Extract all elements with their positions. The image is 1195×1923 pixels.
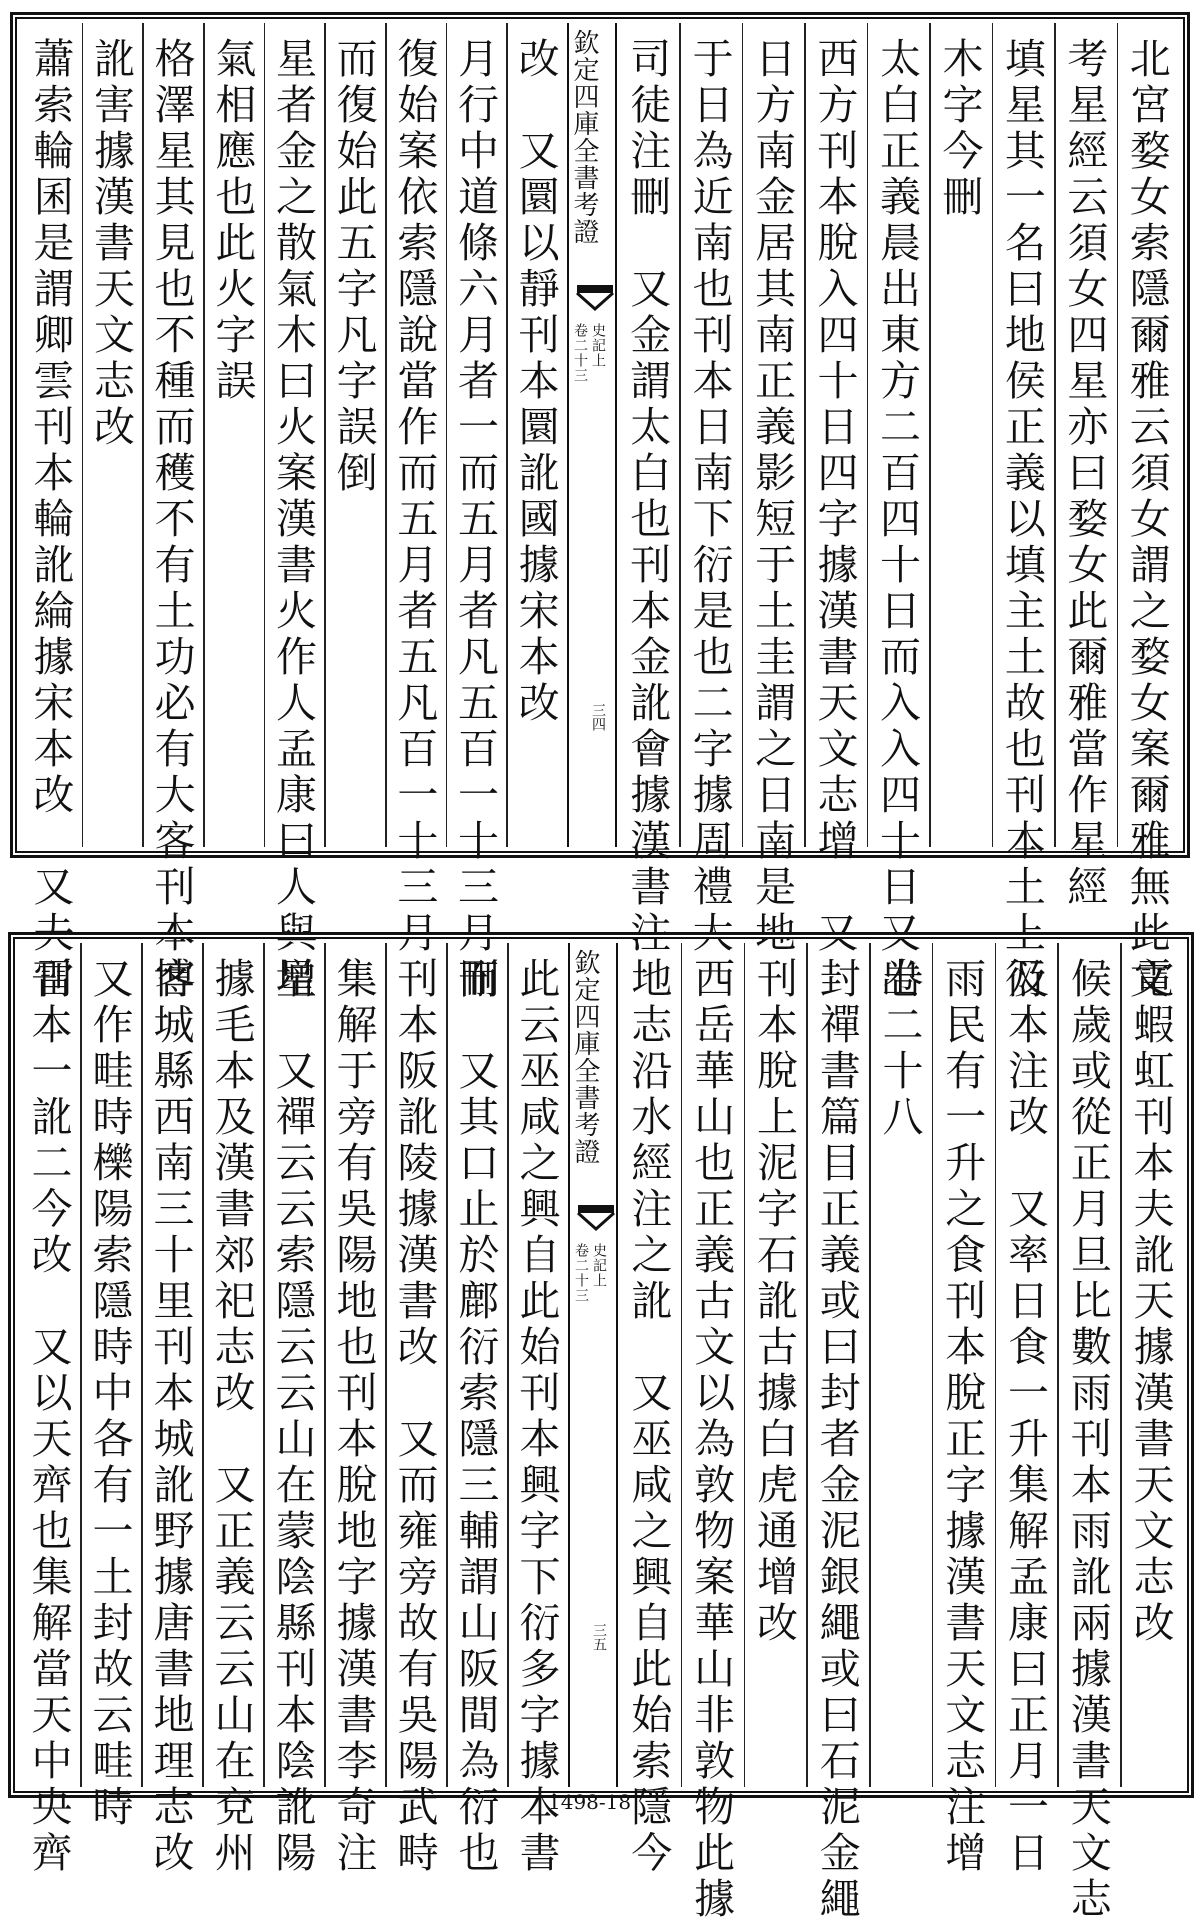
column-rule bbox=[932, 943, 934, 1787]
column-rule bbox=[385, 23, 387, 847]
column-rule bbox=[506, 23, 508, 847]
bottom-left-column: 據毛本及漢書郊祀志改 又正義云云山在兗州 bbox=[207, 957, 256, 1877]
column-rule bbox=[1120, 943, 1122, 1787]
top-right-column: 木字今刪 bbox=[935, 37, 984, 221]
column-rule bbox=[142, 23, 144, 847]
column-rule bbox=[1117, 23, 1119, 847]
column-rule bbox=[992, 23, 994, 847]
bottom-right-column: 候歲或從正月旦比數雨刊本雨訛兩據漢書天文志 bbox=[1063, 957, 1112, 1923]
top-right-column: 填星其一名曰地侯正義以填主土故也刊本土上衍 bbox=[997, 37, 1046, 1003]
column-rule bbox=[82, 23, 84, 847]
bottom-left-column: 又作畦時櫟陽索隱時中各有一土封故云畦時 bbox=[85, 957, 134, 1831]
column-rule bbox=[80, 943, 82, 1787]
bottom-center-banner bbox=[568, 943, 618, 1787]
bottom-right-column: 卷二十八 bbox=[875, 957, 924, 1141]
top-left-column: 復始案依索隱說當作而五月者五凡百一十三月 bbox=[390, 37, 439, 957]
column-rule bbox=[507, 943, 509, 1787]
column-rule bbox=[744, 943, 746, 1787]
bottom-right-column: 地志沿水經注之訛 又巫咸之興自此始索隱今 bbox=[624, 957, 673, 1877]
top-left-column: 訛害據漢書天文志改 bbox=[87, 37, 135, 451]
column-rule bbox=[869, 943, 871, 1787]
column-rule bbox=[202, 943, 204, 1787]
top-page-columns bbox=[21, 23, 1179, 1003]
top-right-column: 日方南金居其南正義影短于土圭謂之日南是地 bbox=[748, 37, 797, 957]
top-left-column: 星者金之散氣木曰火案漢書火作人孟康曰人與星 bbox=[269, 37, 317, 1003]
banner-page-number: 三四 bbox=[590, 703, 606, 731]
bottom-right-column: 西岳華山也正義古文以為敦物案華山非敦物此據 bbox=[687, 957, 736, 1923]
top-center-banner bbox=[567, 23, 617, 847]
bottom-right-column: 封禪書篇目正義或曰封者金泥銀繩或曰石泥金繩 bbox=[812, 957, 861, 1923]
top-right-column: 司徒注刪 又金謂太白也刊本金訛會據漢書注 bbox=[623, 37, 672, 957]
top-left-column: 月行中道條六月者一而五月者凡五百一十三月而 bbox=[451, 37, 499, 1003]
banner-volume: 卷二十三 bbox=[573, 1243, 589, 1303]
bottom-left-column: 博城縣西南三十里刊本城訛野據唐書地理志改 bbox=[146, 957, 195, 1877]
banner-page-number: 三五 bbox=[591, 1623, 607, 1651]
bottom-left-column: 刪 又其口止於鄜衍索隱三輔謂山阪間為衍也 bbox=[451, 957, 500, 1877]
column-rule bbox=[324, 943, 326, 1787]
bottom-left-column: 刊本阪訛陵據漢書改 又而雍旁故有吳陽武畤 bbox=[390, 957, 439, 1877]
top-left-column: 蕭索輪囷是謂卿雲刊本輪訛綸據宋本改 又夫雷 bbox=[26, 37, 75, 1003]
banner-title: 欽定四庫全書考證 bbox=[569, 29, 599, 245]
bottom-left-column: 刊本一訛二今改 又以天齊也集解當天中央齊 bbox=[24, 957, 73, 1877]
bottom-right-column: 及本注改 又率日食一升集解孟康曰正月一日 bbox=[1001, 957, 1050, 1877]
top-left-column: 氣相應也此火字誤 bbox=[208, 37, 257, 405]
bottom-right-column: 雨民有一升之食刊本脫正字據漢書天文志注增 bbox=[938, 957, 987, 1877]
bottom-right-column: 刊本脫上泥字石訛古據白虎通增改 bbox=[749, 957, 798, 1647]
top-right-column: 北宮婺女索隱爾雅云須女謂之婺女案爾雅無此文 bbox=[1122, 37, 1171, 1003]
banner-section: 史記上 bbox=[590, 323, 606, 368]
banner-title: 欽定四庫全書考證 bbox=[570, 949, 600, 1165]
column-rule bbox=[1057, 943, 1059, 1787]
fishtail-mark-icon bbox=[577, 285, 613, 311]
column-rule bbox=[995, 943, 997, 1787]
banner-section: 史記上 bbox=[591, 1243, 607, 1288]
top-left-column: 改 又圜以靜刊本圜訛國據宋本改 bbox=[511, 37, 560, 727]
column-rule bbox=[681, 943, 683, 1787]
column-rule bbox=[203, 23, 205, 847]
column-rule bbox=[446, 943, 448, 1787]
column-rule bbox=[806, 943, 808, 1787]
top-page bbox=[10, 12, 1190, 1003]
top-left-column: 而復始此五字凡字誤倒 bbox=[329, 37, 378, 497]
bottom-left-column: 增 又禪云云索隱云云山在蒙陰縣刊本陰訛陽 bbox=[268, 957, 317, 1877]
column-rule bbox=[1054, 23, 1056, 847]
column-rule bbox=[446, 23, 448, 847]
bottom-left-column: 集解于旁有吳陽地也刊本脫地字據漢書李奇注 bbox=[329, 957, 378, 1877]
column-rule bbox=[679, 23, 681, 847]
column-rule bbox=[804, 23, 806, 847]
folio-number: 1498-18 bbox=[548, 1790, 632, 1814]
top-right-column: 西方刊本脫入四十日四字據漢書天文志增 又 bbox=[810, 37, 859, 957]
fishtail-mark-icon bbox=[578, 1205, 614, 1231]
top-left-column: 格澤星其見也不種而穫不有土功必有大客刊本客 bbox=[147, 37, 196, 1003]
column-rule bbox=[867, 23, 869, 847]
top-right-column: 于日為近南也刊本日南下衍是也二字據周禮大 bbox=[685, 37, 734, 957]
column-rule bbox=[324, 23, 326, 847]
bottom-right-column: 電蝦虹刊本夫訛天據漢書天文志改 bbox=[1126, 957, 1175, 1647]
column-rule bbox=[742, 23, 744, 847]
column-rule bbox=[264, 23, 266, 847]
column-rule bbox=[385, 943, 387, 1787]
top-right-column: 太白正義晨出東方二百四十日而入入四十日又出 bbox=[873, 37, 921, 1003]
column-rule bbox=[141, 943, 143, 1787]
column-rule bbox=[929, 23, 931, 847]
column-rule bbox=[263, 943, 265, 1787]
banner-volume: 卷二十三 bbox=[572, 323, 588, 383]
top-right-column: 考星經云須女四星亦曰婺女此爾雅當作星經 bbox=[1060, 37, 1109, 911]
bottom-left-column: 此云巫咸之興自此始刊本興字下衍多字據本書 bbox=[512, 957, 561, 1877]
